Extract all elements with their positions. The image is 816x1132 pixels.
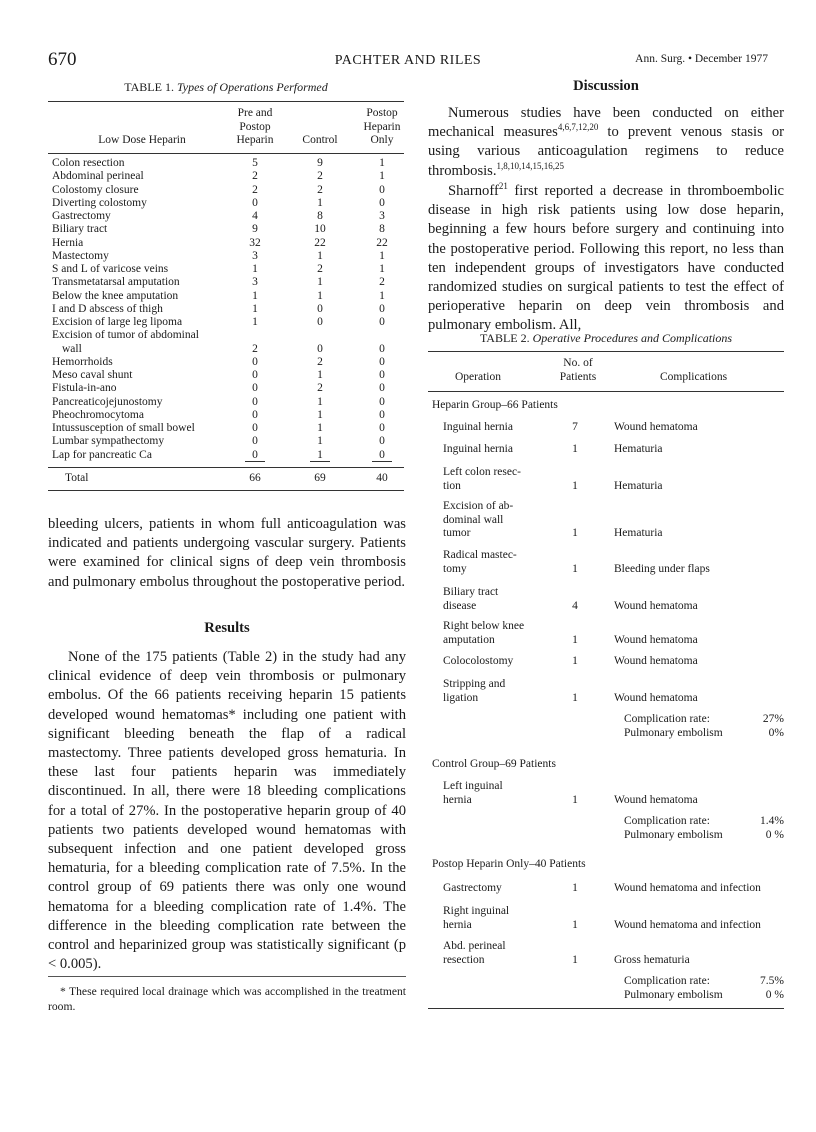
table1-row-name: I and D abscess of thigh xyxy=(52,302,163,315)
table2-complication-rate-label: Complication rate: xyxy=(624,815,710,827)
table2-row-complication: Hematuria xyxy=(614,527,663,539)
table1-row-control: 1 xyxy=(317,289,323,302)
table1-row-control: 1 xyxy=(317,422,323,434)
footnote-rule xyxy=(48,976,406,977)
table1-col-pre-line: Pre and xyxy=(237,107,273,119)
table1-row-pre: 0 xyxy=(252,422,258,434)
table2-row-operation: Stripping and xyxy=(443,678,506,690)
table1-row-control: 0 xyxy=(317,342,323,355)
citation-superscript: 21 xyxy=(498,181,508,192)
table2-col-patients xyxy=(548,357,608,384)
results-heading: Results xyxy=(204,620,250,636)
table1-row-postop: 22 xyxy=(376,236,388,249)
table1-row-pre: 2 xyxy=(252,183,258,196)
table1-row-pre: 5 xyxy=(252,157,258,169)
right-para-1-text xyxy=(428,104,784,181)
table2-pulmonary-embolism-label: Pulmonary embolism xyxy=(624,727,723,739)
table2-row-operation: Excision of ab- xyxy=(443,500,514,512)
table2-col-patients-line: Patients xyxy=(559,370,597,383)
table1-row-name: Pheochromocytoma xyxy=(52,408,144,421)
table2-row-patients: 1 xyxy=(572,562,578,575)
citation-superscript: 1,8,10,14,15,16,25 xyxy=(496,160,565,171)
table2-caption xyxy=(428,331,784,346)
table2-row-complication: Hematuria xyxy=(614,443,663,455)
table1-row-control: 8 xyxy=(317,210,323,222)
table1-row-name: Fistula-in-ano xyxy=(52,382,117,395)
table1-col-postop-line: Only xyxy=(370,134,394,146)
table1-row-postop: 0 xyxy=(379,448,385,461)
table2-pulmonary-embolism-label: Pulmonary embolism xyxy=(624,989,723,1001)
table1-total-label: Total xyxy=(65,472,89,484)
table1-row-name: Hemorrhoids xyxy=(52,355,113,368)
table1-row-control: 1 xyxy=(317,196,323,209)
table2-row-operation: hernia xyxy=(443,793,472,806)
table1-row-pre: 1 xyxy=(252,263,258,275)
table2-pulmonary-embolism-rate: 0 % xyxy=(765,989,784,1001)
table2-group-heading: Control Group–69 Patients xyxy=(432,758,556,770)
table1-row-postop: 3 xyxy=(379,210,385,222)
table1-col-pre xyxy=(215,107,295,148)
table1-row-pre: 0 xyxy=(252,382,258,395)
table2-bottom-rule xyxy=(428,1008,784,1009)
table1-row-control: 1 xyxy=(317,448,323,461)
table1-row-postop: 1 xyxy=(379,289,385,302)
table1-row-control: 0 xyxy=(317,316,323,328)
table1-row-name: Hernia xyxy=(52,236,84,249)
table2-row-operation: Gastrectomy xyxy=(443,882,502,894)
table2-row-operation: Right inguinal xyxy=(443,905,510,917)
right-para-1-b: to prevent venous stasis or using various anticoagulation regimens to reduce thrombosis. xyxy=(428,124,784,179)
table1-row-postop: 0 xyxy=(379,408,385,421)
table2-row-complication: Gross hematuria xyxy=(614,953,690,966)
right-para-1 xyxy=(428,104,784,181)
table1-col-postop-line: Postop xyxy=(366,107,398,119)
table1-row-postop: 1 xyxy=(379,263,385,275)
table2-row-patients: 1 xyxy=(572,443,578,455)
table2-col-operation: Operation xyxy=(455,371,501,383)
table1-row-pre: 0 xyxy=(252,395,258,408)
table1-row-name: Excision of tumor of abdominal xyxy=(52,329,199,342)
table1-row-pre: 1 xyxy=(252,302,258,315)
table2-row-patients: 1 xyxy=(572,655,578,667)
table2-row-operation: Radical mastec- xyxy=(443,549,517,561)
table1-total-control: 69 xyxy=(314,472,326,484)
table2-row-operation: resection xyxy=(443,953,485,966)
right-para-2 xyxy=(428,182,784,336)
right-para-1-a: Numerous studies have been conducted on either mechanical measures xyxy=(428,105,784,141)
table2-row-operation: Inguinal hernia xyxy=(443,421,513,433)
left-para-1-text: bleeding ulcers, patients in whom full anticoagulation was indicated and patients undergoing vascular surgery. Patients were examined for clinical signs of deep vein thrombosis and pulmonary embolus throughout the postoperative period. xyxy=(48,516,406,590)
table1-col-low-dose: Low Dose Heparin xyxy=(98,134,186,146)
table2-row-patients: 1 xyxy=(572,793,578,806)
table1-row-pre: 9 xyxy=(252,223,258,236)
table1-row-pre: 1 xyxy=(252,289,258,302)
table1-row-name: Meso caval shunt xyxy=(52,369,133,381)
table2-col-complications: Complications xyxy=(660,371,728,383)
table1-row-name: Diverting colostomy xyxy=(52,196,147,209)
table2-complication-rate-label: Complication rate: xyxy=(624,975,710,987)
table1-row-name: Gastrectomy xyxy=(52,210,111,222)
table2-complication-rate: 27% xyxy=(762,713,784,725)
table1-row-control: 1 xyxy=(317,408,323,421)
table2-row-operation: amputation xyxy=(443,633,495,646)
table1-row-postop: 0 xyxy=(379,302,385,315)
table2-row-patients: 7 xyxy=(572,421,578,433)
table1-row-control: 2 xyxy=(317,355,323,368)
table2-pulmonary-embolism-label: Pulmonary embolism xyxy=(624,829,723,841)
table1-row-postop: 0 xyxy=(379,435,385,448)
table1-row-postop: 0 xyxy=(379,183,385,196)
table2-row-patients: 1 xyxy=(572,633,578,646)
table1-row-name: Pancreaticojejunostomy xyxy=(52,395,163,408)
table1-row-pre: 1 xyxy=(252,316,258,328)
table1-col-control: Control xyxy=(302,134,338,146)
table1-row-control: 1 xyxy=(317,395,323,408)
left-para-2-text: None of the 175 patients (Table 2) in the study had any clinical evidence of deep vein thrombosis or pulmonary embolus. Of the 66 patients receiving heparin 15 patients developed wound hematomas* including one patient with significant bleeding beneath the flap of a radical mastectomy. Three patients developed gross hematuria. In these last four patients heparin was immediately discontinued. In all, there were 18 bleeding complications for a total of 27%. In the postoperative heparin group of 40 patients two patients developed wound hematomas with subsequent infection and one patient developed gross hematuria, for a bleeding complication rate of 7.5%. In the control group of 69 patients there was only one wound hematoma for a bleeding complication rate of 1.4%. The difference in the bleeding complication rate between the control and heparinized group was statistically significant (p < 0.005). xyxy=(48,649,406,973)
table1-row-control: 1 xyxy=(317,276,323,289)
table1-row-control: 1 xyxy=(317,369,323,381)
table2-header-rule xyxy=(428,391,784,392)
table2-row-complication: Hematuria xyxy=(614,479,663,492)
table1-row-control: 0 xyxy=(317,302,323,315)
table2-complication-rate: 1.4% xyxy=(760,815,784,827)
table1-caption xyxy=(48,80,404,95)
table1-row-postop: 1 xyxy=(379,170,385,183)
table1-row-postop: 0 xyxy=(379,395,385,408)
table1-col-postop xyxy=(352,107,412,148)
table2-row-complication: Wound hematoma xyxy=(614,633,698,646)
table2-row-operation: Abd. perineal xyxy=(443,940,506,952)
page-number: 670 xyxy=(48,49,77,70)
table1-col-pre-line: Postop xyxy=(239,120,271,133)
table1-row-postop: 2 xyxy=(379,276,385,289)
table1-row-pre: 32 xyxy=(249,236,261,249)
table2-caption-label: TABLE 2. xyxy=(479,331,530,345)
table2-row-complication: Wound hematoma xyxy=(614,793,698,806)
table2-row-operation: tion xyxy=(443,479,461,492)
journal-citation: Ann. Surg. • December 1977 xyxy=(635,53,768,65)
right-para-2-text xyxy=(428,182,784,336)
table2-row-operation: hernia xyxy=(443,918,472,931)
table2-row-operation: Right below knee xyxy=(443,620,525,632)
table1-row-name: S and L of varicose veins xyxy=(52,263,169,275)
table2-row-operation: Left colon resec- xyxy=(443,466,521,478)
table2-row-patients: 1 xyxy=(572,479,578,492)
table1-row-control: 22 xyxy=(314,236,326,249)
table2-group-heading: Postop Heparin Only–40 Patients xyxy=(432,858,586,870)
table2-row-complication: Wound hematoma xyxy=(614,655,698,667)
table2-row-patients: 1 xyxy=(572,953,578,966)
table1-row-name: Lap for pancreatic Ca xyxy=(52,448,152,461)
table1-row-pre: 3 xyxy=(252,276,258,289)
table1-row-postop: 8 xyxy=(379,223,385,236)
table1-row-postop: 0 xyxy=(379,355,385,368)
table2-pulmonary-embolism-rate: 0% xyxy=(768,727,784,739)
table1-row-name: Lumbar sympathectomy xyxy=(52,435,165,448)
table2-top-rule xyxy=(428,351,784,352)
table1-sum-underline xyxy=(310,461,330,462)
right-para-2-b: first reported a decrease in thromboembolic disease in high risk patients using low dose heparin, beginning a few hours before surgery and continuing into the postoperative period. Following this report, no less than ten independent groups of investigators have conducted randomized studies on surgical patients to test the effect of perioperative heparin on deep vein thrombosis and pulmonary embolism. All, xyxy=(428,183,784,334)
table1-caption-title: Types of Operations Performed xyxy=(176,80,328,94)
table1-row-control: 2 xyxy=(317,382,323,395)
table1-col-postop-line: Heparin xyxy=(363,120,401,133)
table2-row-complication: Wound hematoma xyxy=(614,599,698,612)
table2-group-heading: Heparin Group–66 Patients xyxy=(432,399,558,411)
table1-row-postop: 1 xyxy=(379,157,385,169)
citation-superscript: 4,6,7,12,20 xyxy=(557,122,599,133)
table1-col-pre-line: Heparin xyxy=(236,134,274,146)
left-para-1 xyxy=(48,515,406,592)
table1-row-postop: 0 xyxy=(379,342,385,355)
table1-row-control: 9 xyxy=(317,157,323,169)
table1-row-control: 2 xyxy=(317,183,323,196)
table2-row-complication: Wound hematoma xyxy=(614,421,698,433)
table1-row-name: Transmetatarsal amputation xyxy=(52,276,180,289)
table1-row-name: Excision of large leg lipoma xyxy=(52,316,183,328)
table1-sum-underline xyxy=(372,461,392,462)
table1-row-pre: 0 xyxy=(252,196,258,209)
table2-row-operation: tumor xyxy=(443,527,471,539)
table1-top-rule xyxy=(48,101,404,102)
table1-header-rule xyxy=(48,153,404,154)
table2-row-complication: Wound hematoma and infection xyxy=(614,882,761,894)
table2-pulmonary-embolism-rate: 0 % xyxy=(765,829,784,841)
table1-row-name: Biliary tract xyxy=(52,223,108,236)
table1-row-postop: 1 xyxy=(379,249,385,262)
table2-row-operation: Colocolostomy xyxy=(443,655,514,667)
table1-row-name: wall xyxy=(62,342,82,355)
table2-row-complication: Wound hematoma xyxy=(614,691,698,704)
table1-row-control: 10 xyxy=(314,223,326,236)
table1-row-name: Colostomy closure xyxy=(52,183,139,196)
table1-row-name: Mastectomy xyxy=(52,249,109,262)
discussion-heading: Discussion xyxy=(573,78,639,94)
table1-row-postop: 0 xyxy=(379,422,385,434)
table1-row-pre: 0 xyxy=(252,435,258,448)
table1-row-postop: 0 xyxy=(379,369,385,381)
table1-total-rule xyxy=(48,467,404,468)
table1-row-control: 2 xyxy=(317,263,323,275)
table2-row-patients: 1 xyxy=(572,691,578,704)
table1-total-postop: 40 xyxy=(376,472,388,484)
table2-row-operation: Inguinal hernia xyxy=(443,443,513,455)
table1-row-name: Below the knee amputation xyxy=(52,289,179,302)
table1-row-control: 2 xyxy=(317,170,323,183)
table2-complication-rate-label: Complication rate: xyxy=(624,713,710,725)
table1-row-pre: 0 xyxy=(252,408,258,421)
table1-row-pre: 0 xyxy=(252,369,258,381)
right-para-2-a: Sharnoff xyxy=(448,183,499,199)
table2-row-patients: 4 xyxy=(572,599,578,612)
table1-row-name: Intussusception of small bowel xyxy=(52,422,195,434)
table1-row-pre: 2 xyxy=(252,170,258,183)
footnote-text: * These required local drainage which was accomplished in the treatment room. xyxy=(48,985,406,1013)
table2-col-patients-line: No. of xyxy=(563,357,593,369)
table1-row-pre: 4 xyxy=(252,210,258,222)
table1-row-postop: 0 xyxy=(379,382,385,395)
table1-row-pre: 3 xyxy=(252,249,258,262)
table1-bottom-rule xyxy=(48,490,404,491)
footnote xyxy=(48,984,406,1014)
table1-sum-underline xyxy=(245,461,265,462)
table2-row-operation: disease xyxy=(443,599,477,612)
table2-row-patients: 1 xyxy=(572,918,578,931)
table2-complication-rate: 7.5% xyxy=(760,975,784,987)
table2-row-operation: tomy xyxy=(443,562,467,575)
table1-row-control: 1 xyxy=(317,435,323,448)
table2-row-patients: 1 xyxy=(572,882,578,894)
table1-row-pre: 0 xyxy=(252,448,258,461)
table2-row-operation: Biliary tract xyxy=(443,586,499,598)
table1-row-control: 1 xyxy=(317,249,323,262)
table1-row-name: Colon resection xyxy=(52,157,125,169)
table2-row-operation: ligation xyxy=(443,691,479,704)
table1-row-name: Abdominal perineal xyxy=(52,170,144,183)
table2-row-patients: 1 xyxy=(572,527,578,539)
left-para-2 xyxy=(48,648,406,974)
table2-caption-title: Operative Procedures and Complications xyxy=(532,331,733,345)
running-title: PACHTER AND RILES xyxy=(334,53,482,68)
table1-row-pre: 2 xyxy=(252,342,258,355)
table2-row-operation: Left inguinal xyxy=(443,780,503,792)
table2-row-operation: dominal wall xyxy=(443,513,504,526)
table1-row-pre: 0 xyxy=(252,355,258,368)
table2-row-complication: Bleeding under flaps xyxy=(614,562,710,575)
table1-row-postop: 0 xyxy=(379,316,385,328)
table2-row-complication: Wound hematoma and infection xyxy=(614,918,761,931)
table1-row-postop: 0 xyxy=(379,196,385,209)
table1-caption-label: TABLE 1. xyxy=(124,80,174,94)
table1-total-pre: 66 xyxy=(249,472,261,484)
